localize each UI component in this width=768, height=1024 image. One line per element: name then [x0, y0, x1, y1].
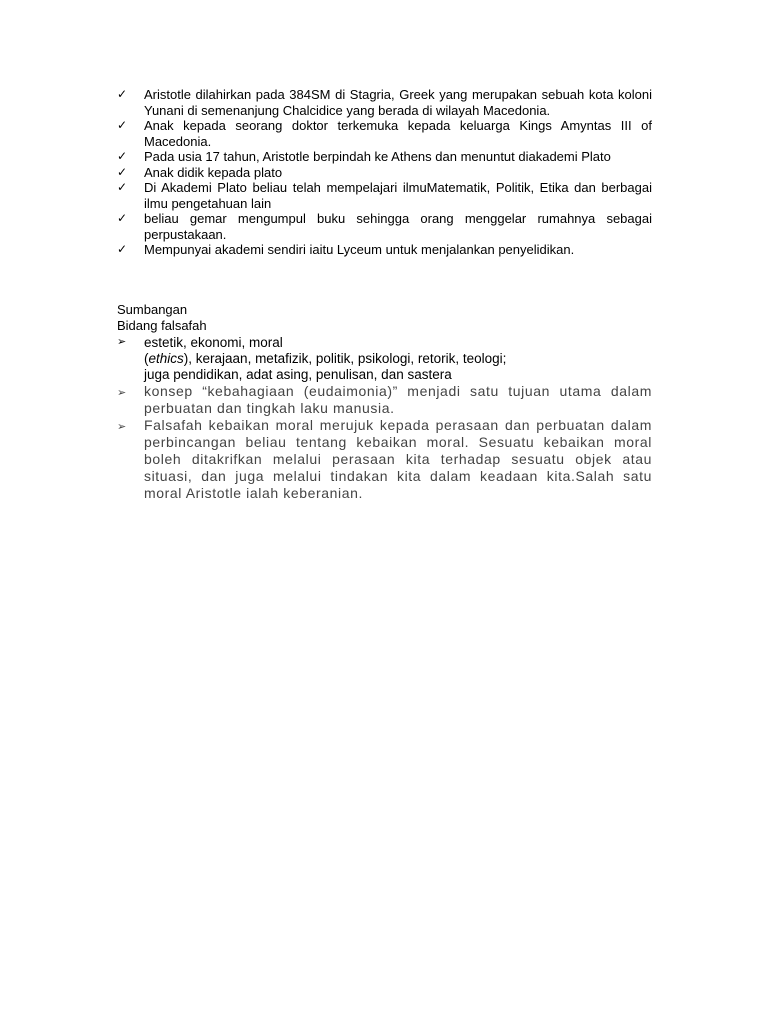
- checklist-item-5: [117, 180, 652, 211]
- arrow-bullet-icon: ➢: [117, 386, 127, 399]
- biography-checklist: [117, 87, 652, 258]
- checklist-item-text: Pada usia 17 tahun, Aristotle berpindah ke Athens dan menuntut diakademi Plato: [144, 149, 611, 164]
- checklist-item-text: Anak didik kepada plato: [144, 164, 283, 180]
- section-subtitle: Bidang falsafah: [117, 318, 207, 333]
- arrow-item-line: (ethics), kerajaan, metafizik, politik, psikologi, retorik, teologi;: [144, 351, 507, 366]
- arrow-item-3: [117, 417, 652, 502]
- arrow-item-1: [117, 335, 652, 383]
- checklist-item-2: [117, 118, 652, 149]
- checklist-item-text: Anak kepada seorang doktor terkemuka kepada keluarga Kings Amyntas III of Macedonia.: [144, 118, 652, 149]
- checklist-item-6: [117, 211, 652, 242]
- checklist-item-7: [117, 242, 652, 258]
- checklist-item-text: Aristotle dilahirkan pada 384SM di Stagria, Greek yang merupakan sebuah kota koloni Yunani di semenanjung Chalcidice yang berada di wilayah Macedonia.: [144, 87, 652, 118]
- checkmark-icon: ✓: [117, 180, 128, 194]
- checklist-item-text: Mempunyai akademi sendiri iaitu Lyceum untuk menjalankan penyelidikan.: [144, 242, 575, 257]
- checklist-item-3: [117, 149, 652, 165]
- checkmark-icon: ✓: [117, 118, 128, 132]
- arrow-item-text: konsep “kebahagiaan (eudaimonia)” menjadi satu tujuan utama dalam perbuatan dan tingkah laku manusia.: [144, 383, 652, 416]
- arrow-item-2: [117, 383, 652, 417]
- contribution-list: [117, 335, 652, 502]
- checklist-item-4: [117, 165, 652, 181]
- arrow-item-line: estetik, ekonomi, moral: [144, 335, 283, 350]
- arrow-bullet-icon: ➢: [117, 335, 127, 348]
- checklist-item-1: [117, 87, 652, 118]
- arrow-item-line: juga pendidikan, adat asing, penulisan, dan sastera: [144, 367, 452, 382]
- arrow-item-text: Falsafah kebaikan moral merujuk kepada perasaan dan perbuatan dalam perbincangan beliau tentang kebaikan moral. Sesuatu kebaikan moral boleh ditakrifkan melalui perasaan kita terhadap sesuatu objek atau situasi, dan juga melalui tindakan kita dalam keadaan kita.Salah satu moral Aristotle ialah keberanian.: [144, 417, 652, 501]
- arrow-bullet-icon: ➢: [117, 420, 127, 433]
- arrow-item-line-rest: ), kerajaan, metafizik, politik, psikologi, retorik, teologi;: [183, 351, 507, 366]
- checkmark-icon: ✓: [117, 164, 128, 179]
- section-title: Sumbangan: [117, 302, 188, 317]
- checkmark-icon: ✓: [117, 211, 128, 225]
- checklist-item-text: Di Akademi Plato beliau telah mempelajari ilmuMatematik, Politik, Etika dan berbagai ilmu pengetahuan lain: [144, 180, 652, 211]
- checkmark-icon: ✓: [117, 87, 128, 101]
- checkmark-icon: ✓: [117, 149, 128, 163]
- checklist-item-text: beliau gemar mengumpul buku sehingga orang menggelar rumahnya sebagai perpustakaan.: [144, 211, 652, 242]
- checkmark-icon: ✓: [117, 242, 128, 256]
- ethics-term: ethics: [148, 351, 184, 366]
